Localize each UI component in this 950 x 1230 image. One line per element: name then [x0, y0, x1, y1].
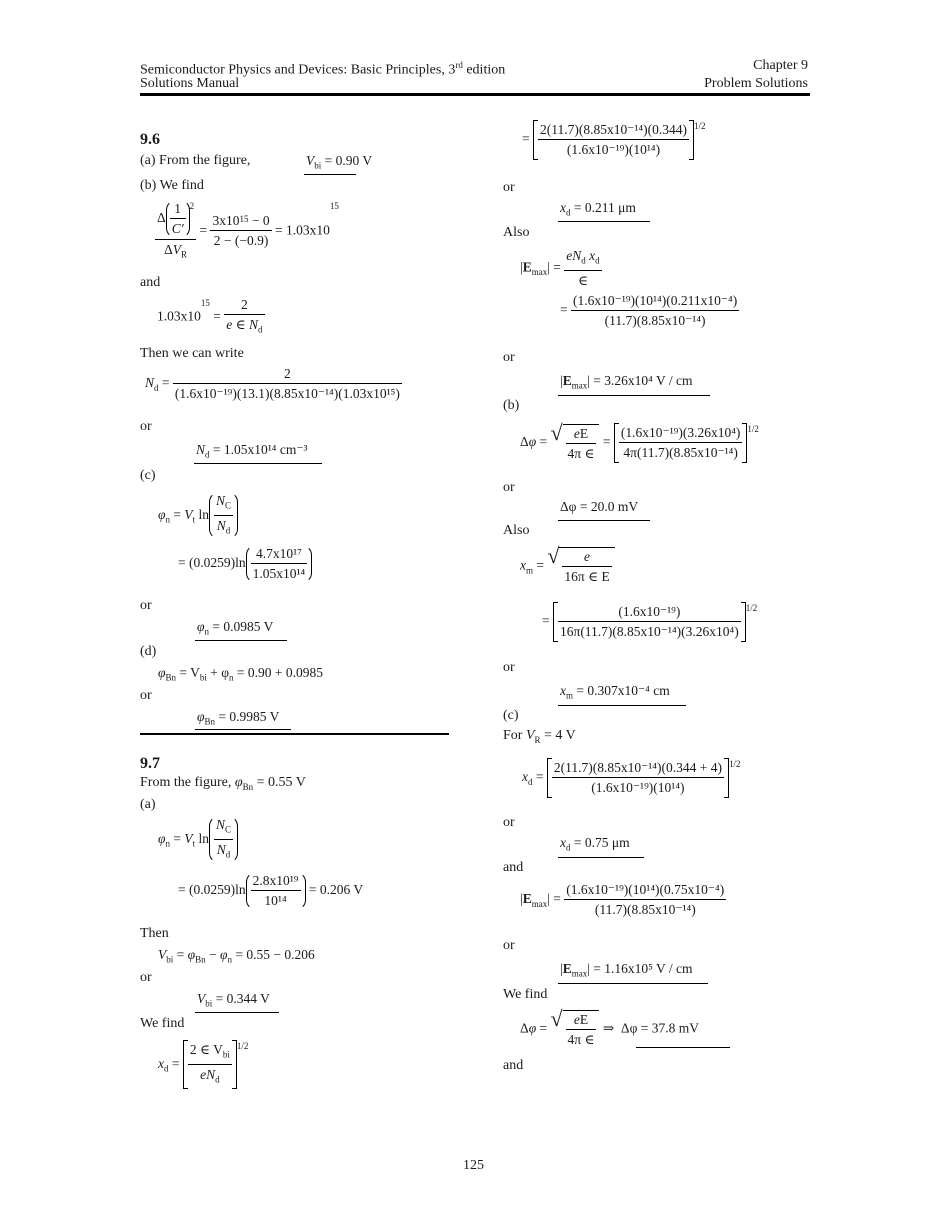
problem-9-6-title: 9.6 — [140, 131, 160, 148]
slope-rhs-den: 2 − (−0.9) — [210, 230, 271, 249]
xm-num: e — [584, 549, 591, 564]
r-part-c-label: (c) — [503, 708, 519, 723]
c-dphi-equation: Δφ = √ $\frac{eE}{4\pi \in}$ ⇒ Δφ = 37.8 mV — [520, 1010, 699, 1049]
emax-result-underline — [558, 395, 710, 396]
p97-vbi-underline — [195, 1012, 279, 1013]
xd-numeric-equation: = $\frac{\text{2(11.7)(8.85x10⁻¹⁴)(0.344)}}{\text{(1.6x10⁻¹⁹)(10¹⁴)}}$ $^{1/2}$ — [522, 120, 706, 160]
phibn-result-value: = 0.9985 V — [218, 709, 280, 724]
nd-relation-num: 2 — [241, 297, 248, 312]
vr-value: = 4 V — [544, 728, 576, 743]
r-and-label-1: and — [503, 860, 524, 875]
emax-symbolic-den: ∈ — [564, 270, 601, 289]
xm-exp: 1/2 — [745, 603, 758, 613]
xd-numeric-exp: 1/2 — [693, 121, 706, 131]
emax-result: $|E_{max}| = 3.26x10^4$ V / cm — [560, 373, 693, 391]
p97-phin-result: = 0.206 V — [308, 882, 364, 898]
p97-xd-num: 2 ∈ V — [189, 1042, 223, 1057]
r-or-label-3: or — [503, 480, 515, 495]
p97-phin-equation: $\varphi_n = V_t$ ln $\frac{N_C}{N_d}$ — [158, 816, 238, 863]
c-xd-result: $x_d = 0.75$ μm — [560, 835, 630, 853]
nd-relation-lhs-exp: 15 — [200, 298, 210, 308]
problem-separator — [140, 733, 449, 735]
nd-result-symbol: N — [196, 442, 206, 457]
slope-lhs-den: $\Delta V_R$ — [155, 239, 196, 263]
xm-numeric-den: 16π(11.7)(8.85x10⁻¹⁴)(3.26x10⁴) — [558, 621, 741, 640]
emax-numeric-equation: = $\frac{\text{(1.6x10⁻¹⁹)(10¹⁴)(0.211x10⁻⁴)}}{\text{(11.7)(8.85x10⁻¹⁴)}}$ — [560, 293, 738, 328]
xm-numeric-num: (1.6x10⁻¹⁹) — [618, 604, 681, 619]
dphi-result-underline — [558, 520, 650, 521]
r-or-label-5: or — [503, 815, 515, 830]
p97-vbi-result-value: = 0.344 V — [215, 991, 270, 1006]
emax-result-value: = 3.26x10⁴ V / cm — [593, 373, 693, 388]
c-emax-den: (11.7)(8.85x10⁻¹⁴) — [564, 899, 726, 918]
slope-result-exp: 15 — [329, 201, 339, 211]
phin-numeric-lhs: = (0.0259)ln — [178, 555, 246, 571]
dphi-exp: 1/2 — [747, 424, 759, 434]
emax-symbolic-num: eN — [566, 248, 582, 263]
p97-figure-text: From the figure, — [140, 775, 232, 790]
p97-vbi-values: = 0.55 − 0.206 — [235, 947, 315, 962]
or-label-2: or — [140, 598, 152, 613]
dphi-result: Δφ = 20.0 mV — [560, 499, 639, 514]
for-vr-label: For $V_R = 4$ V — [503, 728, 576, 745]
capacitance-slope-equation: Δ $\frac{1}{C'}$ $^2$ $\Delta V_R$ = $\frac{3x10^{15} - 0}{2 - (-0.9)}$ = $1.03x10^{15}$ — [155, 200, 339, 263]
r-and-label-2: and — [503, 1058, 524, 1073]
r-also-label-2: Also — [503, 523, 530, 538]
p97-then-label: Then — [140, 926, 169, 941]
c-dphi-result-underline — [636, 1047, 730, 1048]
p97-xd-equation: $x_d$ = $\frac{2 \in V_{bi}}{eN_d}$ $^{1/2}$ — [158, 1040, 248, 1089]
xd-numeric-den: (1.6x10⁻¹⁹)(10¹⁴) — [538, 139, 689, 158]
page-number: 125 — [463, 1158, 484, 1173]
phibn-result: $\varphi_{Bn} = 0.9985$ V — [197, 709, 280, 727]
nd-fraction — [173, 366, 402, 402]
emax-symbolic-equation: $|E_{max}|$ = $\frac{eN_d x_d}{\in}$ — [520, 248, 600, 288]
phibn-result-underline — [195, 729, 291, 730]
c-emax-result-value: = 1.16x10⁵ V / cm — [593, 961, 693, 976]
phin-numeric-equation — [178, 545, 312, 583]
header-section: Problem Solutions — [704, 76, 808, 91]
r-or-label-1: or — [503, 180, 515, 195]
vbi-value: = 0.90 V — [324, 153, 373, 168]
header-chapter: Chapter 9 — [753, 58, 808, 73]
p97-vbi-equation: $V_{bi} = \varphi_{Bn} - \varphi_n = 0.55 - 0.206$ — [158, 947, 315, 965]
r-or-label-4: or — [503, 660, 515, 675]
for-text: For — [503, 728, 523, 743]
xd-result: $x_d = 0.211$ μm — [560, 200, 636, 218]
xd-result-underline — [558, 221, 650, 222]
dphi-den: 4π ∈ — [566, 443, 597, 462]
part-a-label: (a) From the figure, — [140, 153, 251, 168]
phin-result: $\varphi_n = 0.0985$ V — [197, 619, 274, 637]
p97-phin-den: 10¹⁴ — [251, 890, 301, 909]
phin-numeric-den: 1.05x10¹⁴ — [251, 563, 308, 582]
c-xd-equation: $x_d$ = $\frac{\text{2(11.7)(8.85x10⁻¹⁴)(0.344 + 4)}}{\text{(1.6x10⁻¹⁹)(10¹⁴)}}$ $^{1/2}$ — [522, 758, 740, 798]
implies-arrow: ⇒ — [602, 1020, 615, 1036]
p97-xd-den: eN — [200, 1066, 216, 1082]
c-emax-equation: $|E_{max}|$ = $\frac{\text{(1.6x10⁻¹⁹)(10¹⁴)(0.75x10⁻⁴)}}{\text{(11.7)(8.85x10⁻¹⁴)}}$ — [520, 882, 725, 917]
and-label-1: and — [140, 275, 161, 290]
r-or-label-2: or — [503, 350, 515, 365]
phibn-eq-phin: + φ — [210, 665, 230, 680]
xm-result: $x_m = 0.307x10^{-4}$ cm — [560, 683, 670, 701]
slope-rhs-num-exp: 15 — [239, 214, 249, 225]
nd-result: $N_d = 1.05x10^{14}$ cm⁻³ — [196, 442, 308, 460]
slope-lhs-num: Δ $\frac{1}{C'}$ $^2$ — [157, 201, 195, 236]
c-xd-den: (1.6x10⁻¹⁹)(10¹⁴) — [552, 777, 724, 796]
p97-phin-numeric: = (0.0259)ln $\frac{\text{2.8x10¹⁹}}{\text{10¹⁴}}$ = 0.206 V — [178, 873, 364, 908]
r-or-label-6: or — [503, 938, 515, 953]
c-xd-num: 2(11.7)(8.85x10⁻¹⁴)(0.344 + 4) — [553, 760, 722, 775]
slope-rhs-num-end: − 0 — [248, 213, 270, 229]
nd-relation-den: e ∈ $N_d$ — [224, 314, 264, 338]
dphi-numeric-den: 4π(11.7)(8.85x10⁻¹⁴) — [619, 442, 743, 461]
header-title-sup: rd — [455, 60, 463, 70]
p97-vbi-result: $V_{bi} = 0.344$ V — [197, 991, 270, 1009]
or-label-3: or — [140, 688, 152, 703]
header-rule — [140, 93, 810, 96]
c-xd-result-underline — [558, 857, 644, 858]
vbi-subscript: bi — [314, 160, 322, 171]
p97-figure-label: From the figure, $\varphi_{Bn} = 0.55$ V — [140, 775, 306, 792]
c-dphi-result: Δφ = 37.8 mV — [620, 1020, 699, 1036]
xd-numeric-num: 2(11.7)(8.85x10⁻¹⁴)(0.344) — [540, 122, 687, 137]
nd-num: 2 — [284, 366, 291, 381]
phin-equation: $\varphi_n = V_t$ ln $\frac{N_C}{N_d}$ — [158, 492, 238, 539]
xm-den: 16π ∈ E — [562, 566, 611, 585]
dphi-equation: Δφ = √ $\frac{eE}{4\pi \in}$ = $\frac{\text{(1.6x10⁻¹⁹)(3.26x10⁴)}}{\text{4π(11.7)(8.85x10⁻¹⁴)}}$ $^{1/2}$ — [520, 423, 759, 463]
r-we-find-label: We find — [503, 987, 548, 1002]
p97-xd-exp: 1/2 — [236, 1041, 249, 1051]
header-subtitle: Solutions Manual — [140, 76, 240, 91]
p97-or-label: or — [140, 970, 152, 985]
p97-figure-value: = 0.55 V — [256, 775, 306, 790]
part-c-label: (c) — [140, 468, 156, 483]
nd-relation-fraction — [224, 297, 264, 338]
phin-result-underline — [195, 640, 287, 641]
vbi-underline — [304, 174, 356, 175]
xm-equation: $x_m$ = √ $\frac{e}{16\pi \in E}$ — [520, 547, 615, 586]
phin-numeric-num: 4.7x10¹⁷ — [255, 546, 302, 561]
emax-numeric-num: (1.6x10⁻¹⁹)(10¹⁴)(0.211x10⁻⁴) — [573, 293, 738, 308]
part-d-label: (d) — [140, 644, 157, 659]
c-emax-result: $|E_{max}| = 1.16x10^5$ V / cm — [560, 961, 693, 979]
then-write-label: Then we can write — [140, 346, 244, 361]
nd-relation-lhs: 1.03x10 — [157, 308, 201, 324]
r-also-label-1: Also — [503, 225, 530, 240]
nd-equation: $N_d$ = $\frac{2}{\text{(1.6x10⁻¹⁹)(13.1)(8.85x10⁻¹⁴)(1.03x10¹⁵)}}$ — [145, 366, 400, 401]
slope-rhs-fraction — [210, 213, 271, 249]
p97-part-a-label: (a) — [140, 797, 156, 812]
c-emax-result-underline — [558, 983, 708, 984]
phibn-eq-vbi: = V — [179, 665, 200, 680]
xm-numeric-equation: = $\frac{\text{(1.6x10⁻¹⁹)}}{\text{16π(11.7)(8.85x10⁻¹⁴)(3.26x10⁴)}}$ $^{1/2}$ — [542, 602, 757, 642]
nd-result-underline — [194, 463, 322, 464]
or-label-1: or — [140, 419, 152, 434]
c-xd-result-value: = 0.75 μm — [573, 835, 630, 850]
phibn-eq-values: = 0.90 + 0.0985 — [236, 665, 324, 680]
p97-phin-num: 2.8x10¹⁹ — [252, 873, 299, 888]
xm-result-value: = 0.307x10⁻⁴ cm — [576, 683, 670, 698]
header-title-end: edition — [462, 62, 506, 78]
nd-relation-equation: $1.03x10^{15}$ = $\frac{2}{e \in N_d}$ — [157, 297, 265, 338]
slope-lhs-fraction — [155, 200, 196, 263]
xm-result-underline — [558, 705, 686, 706]
phin-result-value: = 0.0985 V — [212, 619, 274, 634]
vbi-equation — [306, 153, 372, 174]
p97-we-find-label: We find — [140, 1016, 185, 1031]
nd-den: (1.6x10⁻¹⁹)(13.1)(8.85x10⁻¹⁴)(1.03x10¹⁵) — [173, 383, 402, 402]
r-part-b-label: (b) — [503, 398, 520, 413]
c-emax-num: (1.6x10⁻¹⁹)(10¹⁴)(0.75x10⁻⁴) — [566, 882, 725, 897]
header-title-text: Semiconductor Physics and Devices: Basic Principles, 3 — [140, 62, 456, 78]
part-b-label: (b) We find — [140, 178, 204, 193]
problem-9-7-title: 9.7 — [140, 755, 160, 772]
phibn-equation: $\varphi_{Bn} = V_{bi} + \varphi_n = 0.90 + 0.0985$ — [158, 665, 324, 683]
slope-result: = 1.03x10 — [274, 222, 330, 238]
dphi-numeric-num: (1.6x10⁻¹⁹)(3.26x10⁴) — [620, 425, 741, 440]
emax-numeric-den: (11.7)(8.85x10⁻¹⁴) — [571, 310, 739, 329]
xd-result-value: = 0.211 μm — [573, 200, 636, 215]
c-xd-exp: 1/2 — [728, 759, 741, 769]
nd-result-value: = 1.05x10¹⁴ cm⁻³ — [212, 442, 308, 457]
slope-rhs-num: 3x10 — [212, 213, 240, 229]
vbi-symbol: V — [306, 153, 315, 168]
